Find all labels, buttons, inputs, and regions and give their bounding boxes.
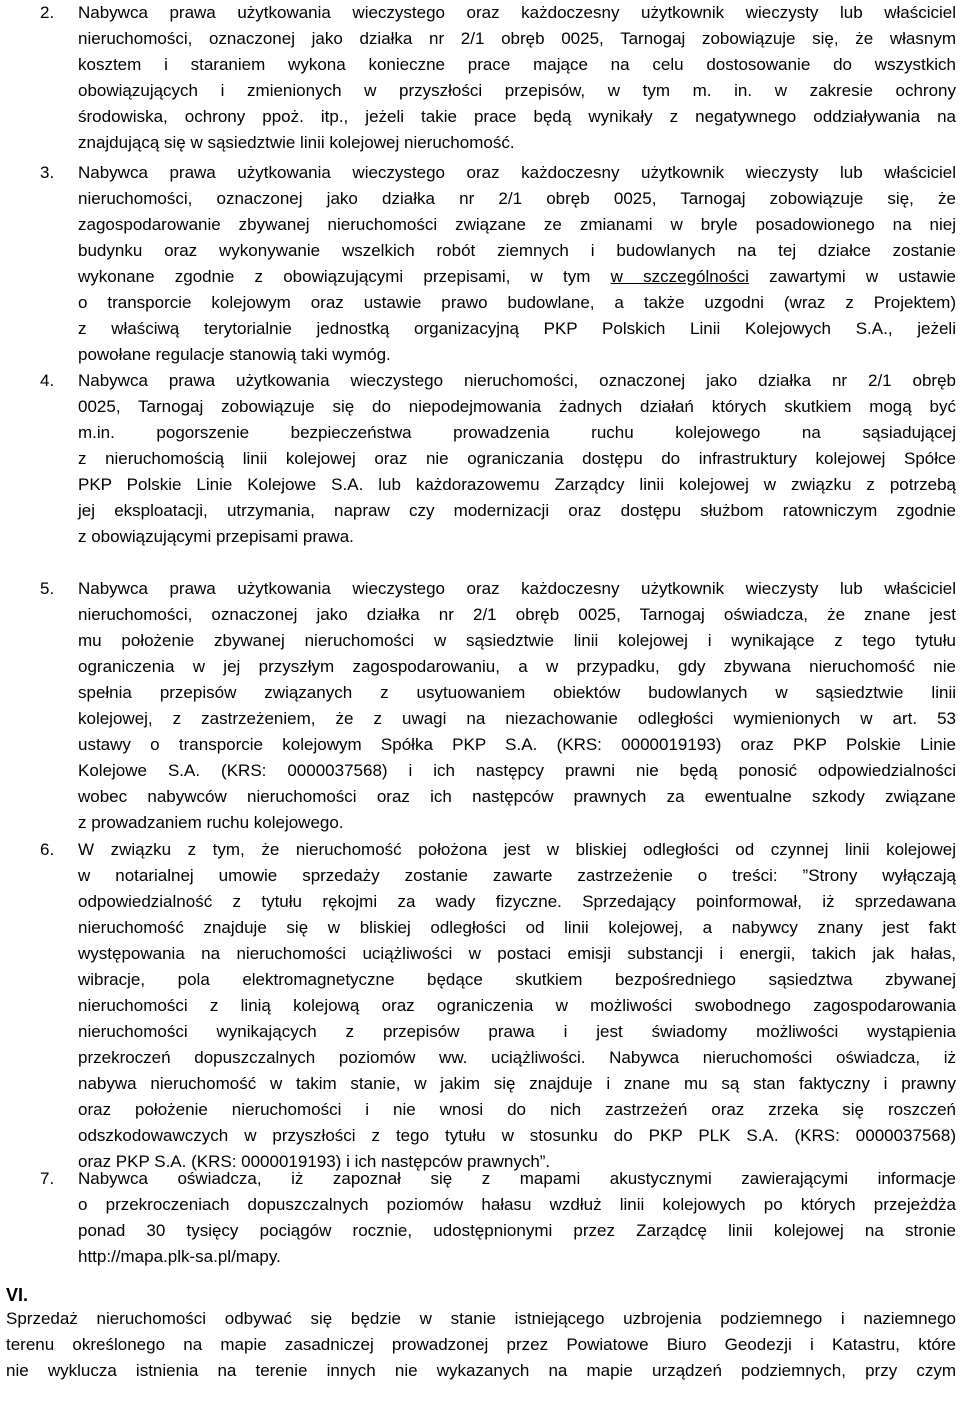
- item-text-line: http://mapa.plk-sa.pl/mapy.: [78, 1247, 281, 1266]
- item-text-line: [78, 264, 956, 290]
- item-text-line: Nabywca prawa użytkowania wieczystego nieruchomości, oznaczonej jako działka nr 2/1 obręb: [78, 371, 956, 390]
- item-text-line: odpowiedzialność z tytułu rękojmi za wady fizyczne. Sprzedający poinformował, iż sprzedawana: [78, 892, 956, 911]
- section-line: Sprzedaż nieruchomości odbywać się będzie w stanie istniejącego uzbrojenia podziemnego i naziemnego: [6, 1309, 956, 1328]
- item-text-line: o transporcie kolejowym oraz ustawie prawo budowlane, a także uzgodni (wraz z Projektem): [78, 293, 956, 312]
- item-text-line: nieruchomości wynikających z przepisów prawa i jest świadomy możliwości wystąpienia: [78, 1022, 956, 1041]
- item-text-line: nieruchomości, oznaczonej jako działka nr 2/1 obręb 0025, Tarnogaj zobowiązuje się, że: [78, 189, 956, 208]
- item-number: 7.: [40, 1169, 55, 1188]
- item-text-line: z właściwą terytorialnie jednostką organizacyjną PKP Polskich Linii Kolejowych S.A., jeżeli: [78, 319, 956, 338]
- item-text-line: oraz PKP S.A. (KRS: 0000019193) i ich następców prawnych”.: [78, 1152, 551, 1171]
- item-text-line: kosztem i staraniem wykona konieczne prace mające na celu dostosowanie do wszystkich: [78, 55, 956, 74]
- item-text-line: Nabywca prawa użytkowania wieczystego oraz każdoczesny użytkownik wieczysty lub właściciel: [78, 163, 956, 182]
- section-line: terenu określonego na mapie zasadniczej prowadzonej przez Powiatowe Biuro Geodezji i Katastru, które: [6, 1335, 956, 1354]
- item-text-line: odszkodowawczych w przyszłości z tego tytułu w stosunku do PKP PLK S.A. (KRS: 0000037568): [78, 1126, 956, 1145]
- item-number: 2.: [40, 3, 55, 22]
- item-text-line: budynku oraz wykonywanie wszelkich robót ziemnych i budowlanych na tej działce zostanie: [78, 241, 956, 260]
- item-text-line: z prowadzaniem ruchu kolejowego.: [78, 813, 344, 832]
- item-text-line: nieruchomości, oznaczonej jako działka nr 2/1 obręb 0025, Tarnogaj oświadcza, że znane jest: [78, 605, 956, 624]
- item-text-line: nieruchomość znajduje się w bliskiej odległości od linii kolejowej, a nabywcy znany jest fakt: [78, 918, 956, 937]
- item-text-line: m.in. pogorszenie bezpieczeństwa prowadzenia ruchu kolejowego na sąsiadującej: [78, 423, 956, 442]
- item-text-line: Nabywca prawa użytkowania wieczystego oraz każdoczesny użytkownik wieczysty lub właściciel: [78, 579, 956, 598]
- item-text-line: powołane regulacje stanowią taki wymóg.: [78, 345, 391, 364]
- item-text-line: ograniczenia w jej przyszłym zagospodarowaniu, a w przypadku, gdy zbywana nieruchomość nie: [78, 657, 956, 676]
- item-text-line: w notarialnej umowie sprzedaży zostanie zawarte zastrzeżenie o treści: ”Strony wyłączają: [78, 866, 956, 885]
- item-text-line: znajdującą się w sąsiedztwie linii kolejowej nieruchomość.: [78, 133, 515, 152]
- item-text-line: obowiązujących i zmienionych w przyszłości przepisów, w tym m. in. w zakresie ochrony: [78, 81, 956, 100]
- underlined-phrase: w szczególności: [610, 267, 749, 286]
- item-text-line: Nabywca oświadcza, iż zapoznał się z mapami akustycznymi zawierającymi informacje: [78, 1169, 956, 1188]
- item-text-line: PKP Polskie Linie Kolejowe S.A. lub każdorazowemu Zarządcy linii kolejowej w związku z potrzebą: [78, 475, 956, 494]
- section-line: nie wyklucza istnienia na terenie innych nie wykazanych na mapie urządzeń podziemnych, przy czym: [6, 1361, 956, 1380]
- item-number: 3.: [40, 163, 55, 182]
- item-text-line: W związku z tym, że nieruchomość położona jest w bliskiej odległości od czynnej linii kolejowej: [78, 840, 956, 859]
- item-text-line: jej eksploatacji, utrzymania, napraw czy modernizacji oraz dostępu służbom ratowniczym zgodnie: [78, 501, 956, 520]
- item-text-line: ustawy o transporcie kolejowym Spółka PKP S.A. (KRS: 0000019193) oraz PKP Polskie Linie: [78, 735, 956, 754]
- item-text-line: zagospodarowanie zbywanej nieruchomości związane ze zmianami w bryle posadowionego na niej: [78, 215, 956, 234]
- item-number: 6.: [40, 840, 55, 859]
- item-text-line: nabywa nieruchomość w takim stanie, w jakim się znajduje i znane mu są stan faktyczny i prawny: [78, 1074, 956, 1093]
- item-number: 5.: [40, 579, 55, 598]
- item-text-line: spełnia przepisów związanych z usytuowaniem obiektów budowlanych w sąsiedztwie linii: [78, 683, 956, 702]
- item-text-line: o przekroczeniach dopuszczalnych poziomów hałasu wzdłuż linii kolejowych po których przejeżdża: [78, 1195, 956, 1214]
- item-text-line: Nabywca prawa użytkowania wieczystego oraz każdoczesny użytkownik wieczysty lub właściciel: [78, 3, 956, 22]
- item-text-line: środowiska, ochrony ppoż. itp., jeżeli takie prace będą wynikały z negatywnego oddziaływania na: [78, 107, 956, 126]
- line-text: zawartymi w ustawie: [769, 267, 957, 286]
- item-text-line: oraz położenie nieruchomości i nie wnosi do nich zastrzeżeń oraz zrzeka się roszczeń: [78, 1100, 956, 1119]
- item-number: 4.: [40, 371, 55, 390]
- item-text-line: z obowiązującymi przepisami prawa.: [78, 527, 354, 546]
- item-text-line: z nieruchomością linii kolejowej oraz nie ograniczania dostępu do infrastruktury kolejowej Spółce: [78, 449, 956, 468]
- item-text-line: nieruchomości z linią kolejową oraz ograniczenia w możliwości swobodnego zagospodarowania: [78, 996, 956, 1015]
- item-text-line: wibracje, pola elektromagnetyczne będące skutkiem bezpośredniego sąsiedztwa zbywanej: [78, 970, 956, 989]
- item-text-line: wobec nabywców nieruchomości oraz ich następców prawnych za ewentualne szkody związane: [78, 787, 956, 806]
- item-text-line: Kolejowe S.A. (KRS: 0000037568) i ich następcy prawni nie będą ponosić odpowiedzialności: [78, 761, 956, 780]
- item-text-line: ponad 30 tysięcy pociągów rocznie, udostępnionymi przez Zarządcę linii kolejowej na stronie: [78, 1221, 956, 1240]
- item-text-line: kolejowej, z zastrzeżeniem, że z uwagi na niezachowanie odległości wymienionych w art. 53: [78, 709, 956, 728]
- item-text-line: występowania na nieruchomości uciążliwości w postaci emisji substancji i energii, takich jak hałas,: [78, 944, 956, 963]
- line-text: wykonane zgodnie z obowiązującymi przepisami, w tym: [78, 267, 591, 286]
- item-text-line: przekroczeń dopuszczalnych poziomów ww. uciążliwości. Nabywca nieruchomości oświadcza, iż: [78, 1048, 956, 1067]
- item-text-line: nieruchomości, oznaczonej jako działka nr 2/1 obręb 0025, Tarnogaj zobowiązuje się, że własnym: [78, 29, 956, 48]
- item-text-line: mu położenie zbywanej nieruchomości w sąsiedztwie linii kolejowej i wynikające z tego tytułu: [78, 631, 956, 650]
- item-text-line: 0025, Tarnogaj zobowiązuje się do niepodejmowania żadnych działań których skutkiem mogą być: [78, 397, 956, 416]
- section-heading: VI.: [6, 1285, 29, 1305]
